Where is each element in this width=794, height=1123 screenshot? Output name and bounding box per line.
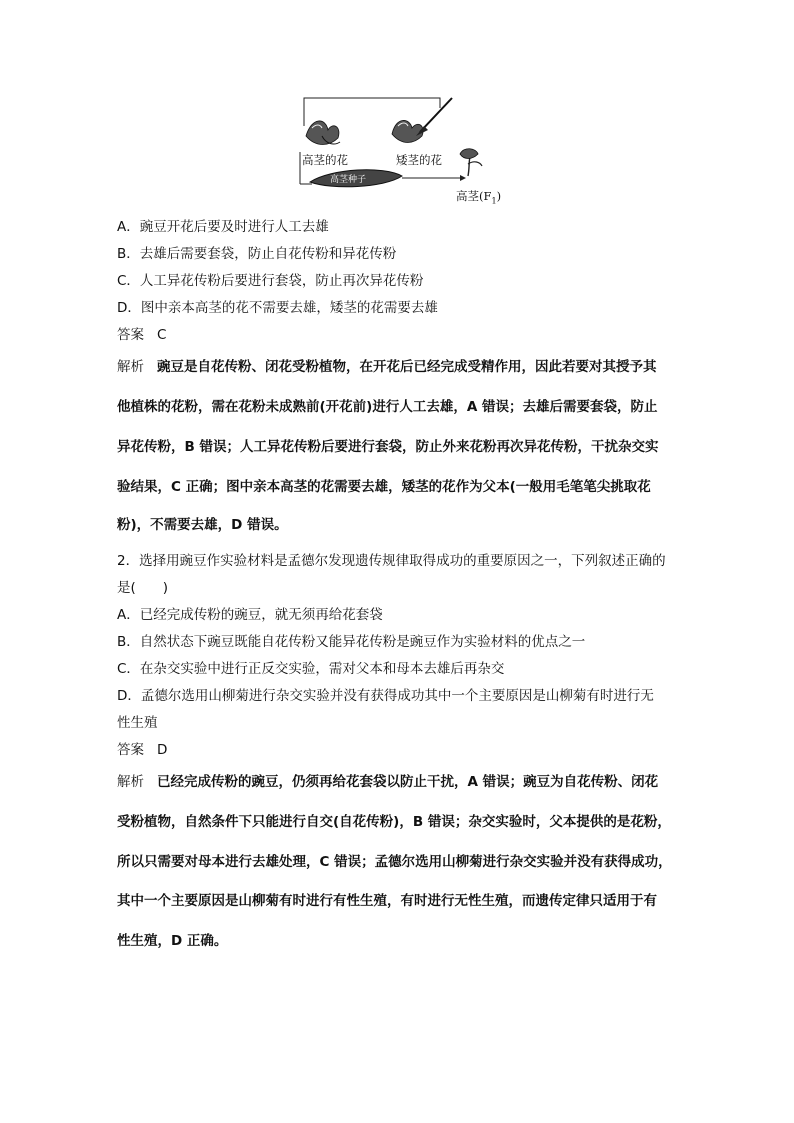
q1-option-b: B．去雄后需要套袋，防止自花传粉和异花传粉 [117,246,397,262]
q2-option-a: A．已经完成传粉的豌豆，就无须再给花套袋 [117,607,383,623]
q2-option-d: D．孟德尔选用山柳菊进行杂交实验并没有获得成功其中一个主要原因是山柳菊有时进行无 [117,688,654,704]
q2-answer [117,740,167,760]
q1-answer [117,325,166,345]
q1-analysis-line-5: 粉)，不需要去雄，D 错误。 [117,517,288,533]
pod-text: 高茎种子 [330,175,367,185]
q1-option-c: C．人工异花传粉后要进行套袋，防止再次异花传粉 [117,273,424,289]
answer-value: D [157,742,168,758]
short-flower-icon [392,98,452,143]
q2-option-b: B．自然状态下豌豆既能自花传粉又能异花传粉是豌豆作为实验材料的优点之一 [117,634,586,650]
q2-analysis-line-4: 其中一个主要原因是山柳菊有时进行有性生殖，有时进行无性生殖，而遗传定律只适用于有 [117,893,657,909]
f1-label: 高茎$(F_1)$ [456,189,502,206]
q1-option-d: D．图中亲本高茎的花不需要去雄，矮茎的花需要去雄 [117,300,438,316]
q1-option-a: A．豌豆开花后要及时进行人工去雄 [117,219,329,235]
q2-analysis-line-5: 性生殖，D 正确。 [117,933,228,949]
tall-flower-label: 高茎的花 [302,153,348,167]
short-flower-label: 矮茎的花 [396,153,442,167]
q2-option-c: C．在杂交实验中进行正反交实验，需对父本和母本去雄后再杂交 [117,661,505,677]
q2-analysis-line-2: 受粉植物，自然条件下只能进行自交(自花传粉)，B 错误；杂交实验时，父本提供的是花粉， [117,814,671,830]
q2-option-d-cont: 性生殖 [117,715,158,731]
q1-analysis-line-1: 解析 豌豆是自花传粉、闭花受粉植物，在开花后已经完成受精作用，因此若要对其授予其 [117,359,657,375]
analysis-label: 解析 [117,774,144,790]
f1-plant-icon [460,149,482,176]
tall-flower-icon [306,121,340,145]
answer-label: 答案 [117,327,144,343]
q1-analysis-line-4: 验结果，C 正确；图中亲本高茎的花需要去雄，矮茎的花作为父本(一般用毛笔笔尖挑取花 [117,479,651,495]
q1-analysis-line-2: 他植株的花粉，需在花粉未成熟前(开花前)进行人工去雄，A 错误；去雄后需要套袋，防止 [117,399,658,415]
answer-value: C [157,327,167,343]
analysis-label: 解析 [117,359,144,375]
q2-stem-line-2: 是( ) [117,580,169,596]
q2-stem-line-1: 2．选择用豌豆作实验材料是孟德尔发现遗传规律取得成功的重要原因之一，下列叙述正确的 [117,553,666,569]
q1-analysis-line-3: 异花传粉，B 错误；人工异花传粉后要进行套袋，防止外来花粉再次异花传粉，干扰杂交实 [117,439,659,455]
answer-label: 答案 [117,742,144,758]
q2-analysis-line-3: 所以只需要对母本进行去雄处理，C 错误；孟德尔选用山柳菊进行杂交实验并没有获得成功， [117,854,672,870]
q2-analysis-line-1: 解析 已经完成传粉的豌豆，仍须再给花套袋以防止干扰，A 错误；豌豆为自花传粉、闭花 [117,774,659,790]
pea-hybridization-figure [292,96,512,206]
